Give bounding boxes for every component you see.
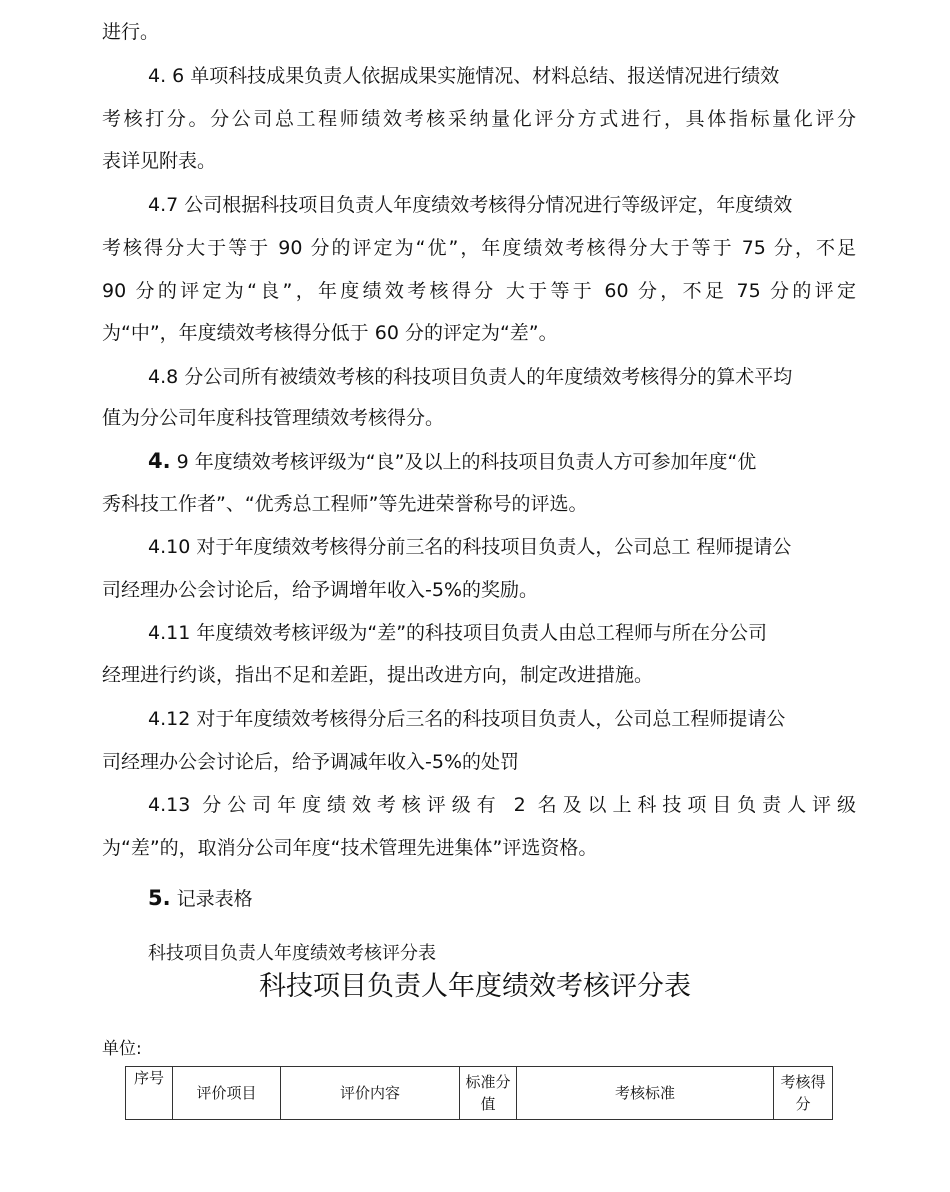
clause-4-9-line-1: [148, 449, 756, 474]
clause-4-6-line-2: 考核打分。分公司总工程师绩效考核采纳量化评分方式进行，具体指标量化评分: [102, 108, 856, 130]
clause-4-7-line-3: 90 分的评定为“良”，年度绩效考核得分 大于等于 60 分，不足 75 分的评定: [102, 280, 856, 302]
header-criteria-label: 考核标准: [614, 1084, 675, 1102]
clause-4-7-line-4: 为“中”，年度绩效考核得分低于 60 分的评定为“差”。: [102, 322, 558, 344]
clause-4-7-line-2: 考核得分大于等于 90 分的评定为“优”，年度绩效考核得分大于等于 75 分，不足: [102, 237, 856, 259]
clause-4-7-line-1: 4.7 公司根据科技项目负责人年度绩效考核得分情况进行等级评定，年度绩效: [148, 194, 793, 216]
clause-4-6-line-1: 4. 6 单项科技成果负责人依据成果实施情况、材料总结、报送情况进行绩效: [148, 65, 780, 87]
header-content: [281, 1067, 460, 1120]
header-content-label: 评价内容: [339, 1084, 400, 1102]
clause-4-10-line-2: 司经理办公会讨论后，给予调增年收入-5%的奖励。: [102, 579, 538, 601]
header-standard-score-line1: 标准分: [465, 1073, 511, 1091]
clause-4-8-line-2: 值为分公司年度科技管理绩效考核得分。: [102, 407, 445, 429]
clause-4-9-line-2: 秀科技工作者”、“优秀总工程师”等先进荣誉称号的评选。: [102, 493, 588, 515]
header-seq: [126, 1067, 173, 1120]
table-caption: 科技项目负责人年度绩效考核评分表: [148, 943, 436, 964]
clause-4-9-text: 9 年度绩效考核评级为“良”及以上的科技项目负责人方可参加年度“优: [170, 451, 757, 473]
header-score: [774, 1067, 833, 1120]
table-title: 科技项目负责人年度绩效考核评分表: [259, 971, 691, 1002]
section-5-number: 5.: [148, 886, 171, 910]
header-criteria: [517, 1067, 774, 1120]
section-5-title: 记录表格: [170, 888, 253, 910]
unit-label: 单位:: [102, 1039, 142, 1059]
section-5-heading: [148, 886, 253, 911]
header-item-label: 评价项目: [196, 1084, 257, 1102]
table-header-row: [112, 1067, 833, 1120]
header-standard-score: [460, 1067, 517, 1120]
header-score-line2: 分: [795, 1095, 811, 1113]
header-item: [173, 1067, 281, 1120]
clause-4-11-line-1: 4.11 年度绩效考核评级为“差”的科技项目负责人由总工程师与所在分公司: [148, 622, 768, 644]
clause-4-9-number: 4.: [148, 449, 171, 473]
clause-4-13-line-2: 为“差”的，取消分公司年度“技术管理先进集体”评选资格。: [102, 837, 598, 859]
clause-4-11-line-2: 经理进行约谈，指出不足和差距，提出改进方向，制定改进措施。: [102, 664, 654, 686]
clause-4-8-line-1: 4.8 分公司所有被绩效考核的科技项目负责人的年度绩效考核得分的算术平均: [148, 366, 793, 388]
header-seq-label: 序号: [133, 1069, 164, 1087]
clause-4-10-line-1: 4.10 对于年度绩效考核得分前三名的科技项目负责人，公司总工 程师提请公: [148, 536, 792, 558]
clause-4-6-line-3: 表详见附表。: [102, 150, 217, 172]
paragraph-continuation: 进行。: [102, 21, 160, 43]
score-table: [112, 1066, 833, 1120]
table-left-gutter: [112, 1067, 126, 1120]
header-standard-score-line2: 值: [480, 1095, 496, 1113]
header-score-line1: 考核得: [780, 1073, 826, 1091]
clause-4-12-line-2: 司经理办公会讨论后，给予调减年收入-5%的处罚: [102, 751, 519, 773]
clause-4-13-line-1: 4.13 分公司年度绩效考核评级有 2 名及以上科技项目负责人评级: [148, 794, 856, 816]
clause-4-12-line-1: 4.12 对于年度绩效考核得分后三名的科技项目负责人，公司总工程师提请公: [148, 708, 786, 730]
